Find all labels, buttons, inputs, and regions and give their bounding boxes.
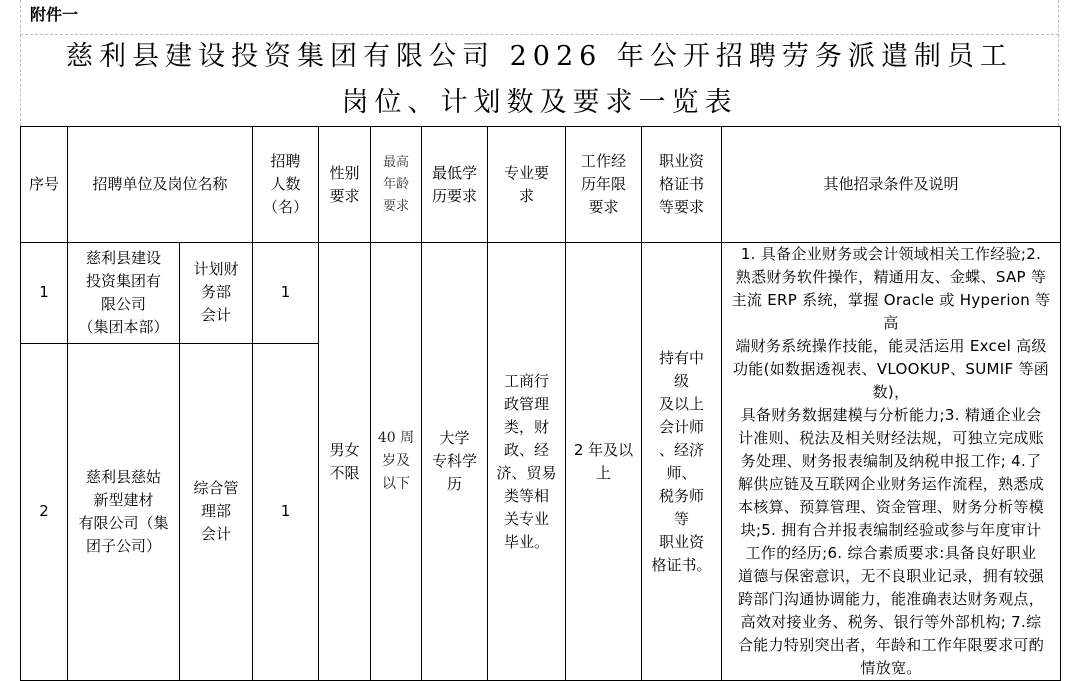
row2-unit: 慈利县慈姑 新型建材 有限公司（集 团子公司） [68,343,180,680]
table-header-row [21,127,1061,243]
header-work-experience: 工作经 历年限 要求 [566,127,642,243]
major-requirement: 工商行 政管理 类，财 政、经 济、贸易 类等相 关专业 毕业。 [488,243,566,681]
header-divider [20,34,1059,35]
header-headcount: 招聘 人数 （名） [253,127,319,243]
document-title-line2: 岗位、计划数及要求一览表 [341,87,738,118]
certificate-requirement: 持有中 级 及以上 会计师 、经济 师、 税务师 等 职业资 格证书。 [642,243,722,681]
header-max-age: 最高 年龄 要求 [371,127,422,243]
document-title-line1: 慈利县建设投资集团有限公司 2026 年公开招聘劳务派遣制员工 [66,41,1013,72]
row1-position: 计划财 务部 会计 [180,243,253,344]
row1-unit: 慈利县建设 投资集团有 限公司 （集团本部） [68,243,180,344]
header-major: 专业要 求 [488,127,566,243]
other-conditions: 1. 具备企业财务或会计领域相关工作经验;2. 熟悉财务软件操作，精通用友、金蝶、SAP 等 主流 ERP 系统，掌握 Oracle 或 Hyperion 等高 端财务系统操作技能，能灵活运用 Excel 高级 功能(如数据透视表、VLOOKUP、SUMIF 等函数)， 具备财务数据建模与分析能力;3. 精通企业会 计准则、税法及相关财经法规，可独立完成账 务处理、财务报表编制及纳税申报工作; 4.了 解供应链及互联网企业财务运作流程，熟悉成 本核算、预算管理、资金管理、财务分析等模 块;5. 拥有合并报表编制经验或参与年度审计 工作的经历;6. 综合素质要求:具备良好职业 道德与保密意识，无不良职业记录，拥有较强 跨部门沟通协调能力，能准确表达财务观点， 高效对接业务、税务、银行等外部机构; 7.综 合能力特别突出者，年龄和工作年限要求可酌 情放宽。 [722,243,1061,681]
attachment-label: 附件一 [30,5,79,24]
work-experience-requirement: 2 年及以 上 [566,243,642,681]
header-certificate: 职业资 格证书 等要求 [642,127,722,243]
min-education-requirement: 大学 专科学 历 [422,243,488,681]
row2-position: 综合管 理部 会计 [180,343,253,680]
row1-seq: 1 [21,243,68,344]
gender-requirement: 男女 不限 [319,243,371,681]
recruitment-table [20,126,1061,681]
row1-headcount: 1 [253,243,319,344]
row2-headcount: 1 [253,343,319,680]
header-other-conditions: 其他招录条件及说明 [722,127,1061,243]
header-min-education: 最低学 历要求 [422,127,488,243]
max-age-requirement: 40 周 岁及 以下 [371,243,422,681]
header-seq: 序号 [21,127,68,243]
table-row [21,243,1061,344]
header-gender: 性别 要求 [319,127,371,243]
header-unit-position: 招聘单位及岗位名称 [68,127,253,243]
row2-seq: 2 [21,343,68,680]
